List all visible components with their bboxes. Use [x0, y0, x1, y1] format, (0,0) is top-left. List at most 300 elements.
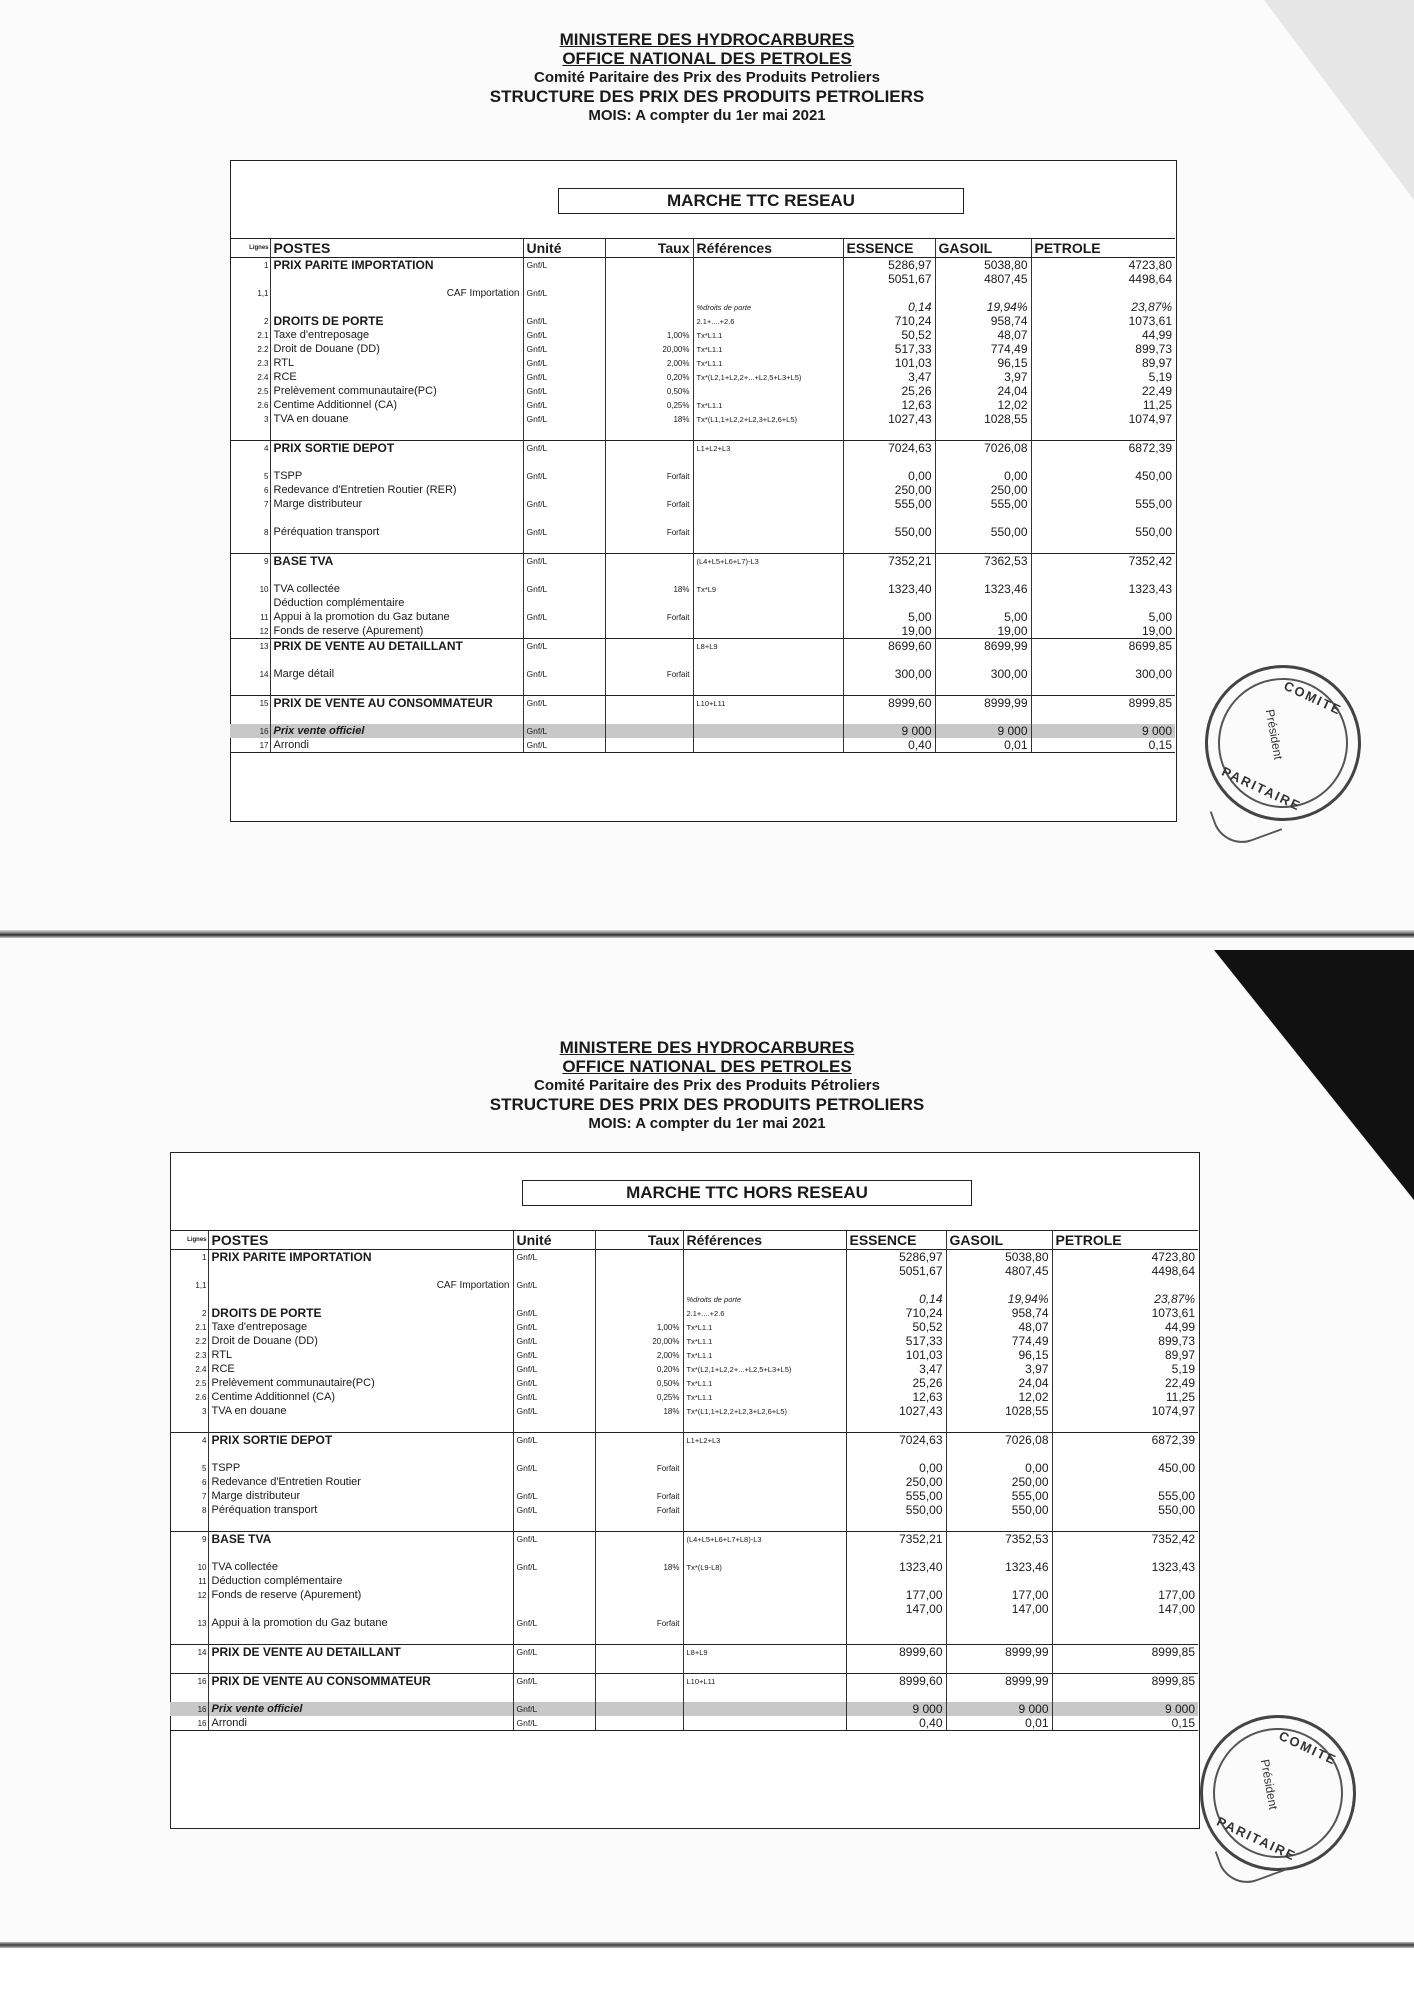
petrole-value: 555,00	[1031, 497, 1175, 511]
table-row	[170, 1588, 1198, 1602]
column-header-unit: Unité	[523, 239, 605, 258]
table-row	[230, 384, 1175, 398]
petrole-value: 147,00	[1052, 1602, 1198, 1616]
rate-cell	[605, 554, 693, 569]
petrole-value: 8699,85	[1031, 639, 1175, 654]
unit-cell: Gnf/L	[523, 286, 605, 300]
line-number: 2.1	[257, 330, 269, 340]
gasoil-value: 7362,53	[935, 554, 1031, 569]
item-label: PRIX DE VENTE AU DETAILLANT	[270, 639, 523, 654]
essence-value	[846, 1546, 946, 1560]
petrole-value	[1052, 1688, 1198, 1702]
reference-cell: L10+L11	[683, 1674, 846, 1689]
essence-value: 5,00	[843, 610, 935, 624]
reference-cell	[683, 1461, 846, 1475]
table-row	[170, 1630, 1198, 1645]
reference-cell	[693, 426, 843, 441]
gasoil-value: 9 000	[946, 1702, 1052, 1716]
unit-cell	[523, 511, 605, 525]
essence-value: 50,52	[846, 1320, 946, 1334]
table-row	[170, 1574, 1198, 1588]
rate-cell: Forfait	[605, 525, 693, 539]
table-row	[170, 1616, 1198, 1630]
reference-cell	[683, 1630, 846, 1645]
reference-cell	[683, 1517, 846, 1532]
rate-cell	[595, 1702, 683, 1716]
essence-value: 0,14	[846, 1292, 946, 1306]
reference-cell: %droits de porte	[683, 1292, 846, 1306]
unit-cell: Gnf/L	[523, 610, 605, 624]
reference-cell: Tx*L1.1	[693, 356, 843, 370]
table-row	[230, 286, 1175, 300]
table-row	[170, 1602, 1198, 1616]
reference-cell: Tx*L1.1	[683, 1334, 846, 1348]
line-number	[230, 539, 270, 554]
table-row	[230, 300, 1175, 314]
rate-cell: 0,50%	[605, 384, 693, 398]
gasoil-value: 12,02	[946, 1390, 1052, 1404]
rate-cell: 2,00%	[595, 1348, 683, 1362]
line-number	[230, 681, 270, 696]
essence-value	[843, 455, 935, 469]
rate-cell: 0,25%	[605, 398, 693, 412]
line-number: 12	[259, 626, 269, 636]
essence-value	[843, 286, 935, 300]
table-row	[170, 1278, 1198, 1292]
line-number	[230, 710, 270, 724]
table-row	[170, 1292, 1198, 1306]
reference-cell	[683, 1250, 846, 1265]
reference-cell	[683, 1264, 846, 1278]
reference-cell: Tx*L1.1	[693, 328, 843, 342]
table-row	[230, 738, 1175, 753]
unit-cell: Gnf/L	[523, 342, 605, 356]
gasoil-value	[946, 1517, 1052, 1532]
column-header-petrole: PETROLE	[1052, 1231, 1198, 1250]
petrole-value: 23,87%	[1031, 300, 1175, 314]
essence-value: 555,00	[843, 497, 935, 511]
item-label: Redevance d'Entretien Routier (RER)	[270, 483, 523, 497]
petrole-value: 4498,64	[1031, 272, 1175, 286]
gasoil-value	[946, 1418, 1052, 1433]
item-label: TVA collectée	[270, 582, 523, 596]
essence-value: 50,52	[843, 328, 935, 342]
line-number: 2.3	[195, 1350, 207, 1360]
committee-title: Comité Paritaire des Prix des Produits Pétroliers	[534, 1077, 880, 1094]
unit-cell: Gnf/L	[523, 724, 605, 738]
essence-value	[843, 539, 935, 554]
item-label	[208, 1292, 513, 1306]
petrole-value: 9 000	[1052, 1702, 1198, 1716]
table-row	[170, 1447, 1198, 1461]
rate-cell	[595, 1532, 683, 1547]
scan-fold-line	[0, 930, 1414, 938]
essence-value	[846, 1517, 946, 1532]
petrole-value	[1031, 596, 1175, 610]
unit-cell	[513, 1447, 595, 1461]
structure-title: STRUCTURE DES PRIX DES PRODUITS PETROLIERS	[489, 87, 925, 106]
unit-cell: Gnf/L	[523, 384, 605, 398]
table-row	[170, 1390, 1198, 1404]
reference-cell	[693, 525, 843, 539]
table-row	[230, 582, 1175, 596]
petrole-value	[1052, 1630, 1198, 1645]
rate-cell	[595, 1659, 683, 1674]
table-row	[170, 1362, 1198, 1376]
gasoil-value: 555,00	[935, 497, 1031, 511]
gasoil-value: 5038,80	[946, 1250, 1052, 1265]
item-label: PRIX DE VENTE AU CONSOMMATEUR	[270, 696, 523, 711]
petrole-value: 89,97	[1031, 356, 1175, 370]
essence-value: 5286,97	[846, 1250, 946, 1265]
reference-cell: (L4+L5+L6+L7)-L3	[693, 554, 843, 569]
unit-cell	[523, 596, 605, 610]
item-label	[270, 511, 523, 525]
petrole-value: 5,19	[1052, 1362, 1198, 1376]
rate-cell	[605, 624, 693, 639]
petrole-value	[1031, 539, 1175, 554]
petrole-value: 6872,39	[1031, 441, 1175, 456]
petrole-value: 23,87%	[1052, 1292, 1198, 1306]
unit-cell: Gnf/L	[513, 1390, 595, 1404]
reference-cell: Tx*L1.1	[683, 1320, 846, 1334]
reference-cell	[683, 1659, 846, 1674]
petrole-value: 0,15	[1052, 1716, 1198, 1731]
petrole-value	[1052, 1447, 1198, 1461]
table-row	[230, 426, 1175, 441]
essence-value: 0,00	[846, 1461, 946, 1475]
price-structure-table	[170, 1230, 1198, 1731]
rate-cell: 0,20%	[595, 1362, 683, 1376]
ministry-title: MINISTERE DES HYDROCARBURES	[559, 30, 855, 49]
reference-cell	[693, 724, 843, 738]
rate-cell	[605, 639, 693, 654]
item-label: PRIX DE VENTE AU DETAILLANT	[208, 1645, 513, 1660]
reference-cell: L1+L2+L3	[683, 1433, 846, 1448]
table-row	[170, 1546, 1198, 1560]
petrole-value: 4723,80	[1031, 258, 1175, 273]
rate-cell: 0,20%	[605, 370, 693, 384]
item-label: Péréquation transport	[208, 1503, 513, 1517]
signature	[1210, 791, 1283, 852]
rate-cell	[595, 1546, 683, 1560]
unit-cell	[513, 1659, 595, 1674]
table-row	[230, 328, 1175, 342]
scanned-page-top	[0, 0, 1414, 960]
item-label	[270, 272, 523, 286]
gasoil-value: 24,04	[935, 384, 1031, 398]
item-label: BASE TVA	[208, 1532, 513, 1547]
reference-cell	[693, 258, 843, 273]
unit-cell	[523, 710, 605, 724]
essence-value: 8999,60	[846, 1645, 946, 1660]
essence-value: 517,33	[843, 342, 935, 356]
petrole-value: 5,00	[1031, 610, 1175, 624]
essence-value	[846, 1688, 946, 1702]
reference-cell: L8+L9	[693, 639, 843, 654]
reference-cell	[683, 1588, 846, 1602]
rate-cell	[605, 738, 693, 753]
unit-cell: Gnf/L	[513, 1433, 595, 1448]
essence-value: 1027,43	[846, 1404, 946, 1418]
line-number: 17	[230, 738, 270, 753]
item-label: Arrondi	[208, 1716, 513, 1731]
gasoil-value	[935, 455, 1031, 469]
rate-cell	[605, 696, 693, 711]
structure-title: STRUCTURE DES PRIX DES PRODUITS PETROLIERS	[489, 1095, 925, 1114]
reference-cell	[683, 1503, 846, 1517]
rate-cell	[595, 1475, 683, 1489]
petrole-value	[1052, 1418, 1198, 1433]
essence-value: 5051,67	[846, 1264, 946, 1278]
line-number	[170, 1659, 208, 1674]
reference-cell	[693, 384, 843, 398]
gasoil-value: 958,74	[946, 1306, 1052, 1320]
table-row	[170, 1461, 1198, 1475]
petrole-value: 8999,85	[1052, 1674, 1198, 1689]
line-number: 5	[264, 471, 269, 481]
unit-cell	[513, 1688, 595, 1702]
line-number: 13	[230, 639, 270, 654]
rate-cell: 20,00%	[595, 1334, 683, 1348]
line-number: 1	[202, 1252, 207, 1262]
table-row	[230, 696, 1175, 711]
essence-value: 12,63	[846, 1390, 946, 1404]
line-number	[170, 1688, 208, 1702]
line-number	[170, 1418, 208, 1433]
line-number	[230, 653, 270, 667]
petrole-value	[1031, 426, 1175, 441]
item-label: Déduction complémentaire	[270, 596, 523, 610]
rate-cell	[595, 1588, 683, 1602]
item-label: Prix vente officiel	[270, 724, 523, 738]
reference-cell: Tx*L9	[693, 582, 843, 596]
essence-value: 7024,63	[846, 1433, 946, 1448]
unit-cell: Gnf/L	[523, 370, 605, 384]
line-number	[230, 596, 270, 610]
item-label: PRIX SORTIE DEPOT	[208, 1433, 513, 1448]
essence-value: 1323,40	[846, 1560, 946, 1574]
line-number	[230, 455, 270, 469]
gasoil-value: 48,07	[946, 1320, 1052, 1334]
rate-cell: Forfait	[605, 610, 693, 624]
petrole-value: 1073,61	[1031, 314, 1175, 328]
line-number	[170, 1292, 208, 1306]
unit-cell	[513, 1264, 595, 1278]
unit-cell	[523, 681, 605, 696]
rate-cell	[595, 1517, 683, 1532]
line-number: 9	[170, 1532, 208, 1547]
gasoil-value: 8699,99	[935, 639, 1031, 654]
column-header-refs: Références	[693, 239, 843, 258]
unit-cell	[513, 1292, 595, 1306]
reference-cell: 2.1+....+2.6	[683, 1306, 846, 1320]
gasoil-value	[935, 568, 1031, 582]
reference-cell	[693, 596, 843, 610]
reference-cell	[683, 1574, 846, 1588]
item-label: Centime Additionnel (CA)	[270, 398, 523, 412]
line-number: 8	[202, 1505, 207, 1515]
item-label: Fonds de reserve (Apurement)	[270, 624, 523, 639]
gasoil-value	[946, 1659, 1052, 1674]
table-header-row	[230, 239, 1175, 258]
essence-value: 250,00	[843, 483, 935, 497]
line-number: 2.6	[257, 400, 269, 410]
petrole-value: 1323,43	[1031, 582, 1175, 596]
petrole-value: 22,49	[1052, 1376, 1198, 1390]
rate-cell	[605, 272, 693, 286]
petrole-value	[1031, 455, 1175, 469]
item-label: Fonds de reserve (Apurement)	[208, 1588, 513, 1602]
unit-cell	[523, 624, 605, 639]
unit-cell: Gnf/L	[523, 469, 605, 483]
table-row	[230, 370, 1175, 384]
document-header	[0, 30, 1414, 125]
gasoil-value: 1028,55	[935, 412, 1031, 426]
reference-cell	[693, 624, 843, 639]
table-row	[230, 653, 1175, 667]
rate-cell: Forfait	[595, 1503, 683, 1517]
reference-cell	[693, 568, 843, 582]
item-label: BASE TVA	[270, 554, 523, 569]
unit-cell: Gnf/L	[513, 1616, 595, 1630]
gasoil-value: 7026,08	[935, 441, 1031, 456]
line-number: 2.5	[257, 386, 269, 396]
table-row	[230, 539, 1175, 554]
line-number: 4	[230, 441, 270, 456]
gasoil-value: 7026,08	[946, 1433, 1052, 1448]
petrole-value: 89,97	[1052, 1348, 1198, 1362]
stamp-text-bottom: PARITAIRE	[1219, 763, 1304, 814]
item-label: PRIX DE VENTE AU CONSOMMATEUR	[208, 1674, 513, 1689]
line-number: 7	[264, 499, 269, 509]
line-number: 1	[264, 260, 269, 270]
essence-value: 0,00	[843, 469, 935, 483]
petrole-value: 44,99	[1031, 328, 1175, 342]
essence-value	[843, 710, 935, 724]
market-title: MARCHE TTC RESEAU	[558, 188, 964, 214]
gasoil-value: 8999,99	[946, 1645, 1052, 1660]
stamp-text-bottom: PARITAIRE	[1214, 1813, 1299, 1864]
item-label	[270, 539, 523, 554]
unit-cell: Gnf/L	[513, 1645, 595, 1660]
petrole-value: 450,00	[1052, 1461, 1198, 1475]
item-label: TSPP	[270, 469, 523, 483]
essence-value: 0,40	[843, 738, 935, 753]
column-header-essence: ESSENCE	[843, 239, 935, 258]
item-label: Taxe d'entreposage	[208, 1320, 513, 1334]
line-number: 6	[264, 485, 269, 495]
office-title: OFFICE NATIONAL DES PETROLES	[562, 49, 852, 68]
line-number	[170, 1264, 208, 1278]
petrole-value: 450,00	[1031, 469, 1175, 483]
unit-cell	[523, 568, 605, 582]
unit-cell: Gnf/L	[523, 441, 605, 456]
essence-value: 1323,40	[843, 582, 935, 596]
reference-cell	[693, 483, 843, 497]
reference-cell	[693, 497, 843, 511]
unit-cell: Gnf/L	[523, 738, 605, 753]
table-row	[230, 483, 1175, 497]
table-row	[170, 1489, 1198, 1503]
reference-cell	[693, 681, 843, 696]
reference-cell: 2.1+....+2.6	[693, 314, 843, 328]
rate-cell	[595, 1306, 683, 1320]
reference-cell	[683, 1702, 846, 1716]
item-label: RCE	[270, 370, 523, 384]
line-number: 11	[260, 612, 269, 622]
gasoil-value: 177,00	[946, 1588, 1052, 1602]
essence-value: 550,00	[846, 1503, 946, 1517]
line-number: 7	[202, 1491, 207, 1501]
line-number: 2.4	[195, 1364, 207, 1374]
gasoil-value	[935, 539, 1031, 554]
rate-cell	[605, 724, 693, 738]
essence-value	[843, 596, 935, 610]
table-row	[230, 724, 1175, 738]
column-header-postes: POSTES	[270, 239, 523, 258]
rate-cell	[595, 1645, 683, 1660]
unit-cell: Gnf/L	[523, 554, 605, 569]
rate-cell	[595, 1418, 683, 1433]
essence-value: 555,00	[846, 1489, 946, 1503]
gasoil-value: 550,00	[946, 1503, 1052, 1517]
gasoil-value	[946, 1688, 1052, 1702]
unit-cell: Gnf/L	[513, 1560, 595, 1574]
gasoil-value: 0,01	[946, 1716, 1052, 1731]
gasoil-value: 12,02	[935, 398, 1031, 412]
gasoil-value: 5,00	[935, 610, 1031, 624]
column-header-refs: Références	[683, 1231, 846, 1250]
reference-cell: Tx*L1.1	[683, 1348, 846, 1362]
reference-cell	[683, 1602, 846, 1616]
gasoil-value: 147,00	[946, 1602, 1052, 1616]
item-label: CAF Importation	[270, 286, 523, 300]
petrole-value	[1052, 1278, 1198, 1292]
rate-cell: 20,00%	[605, 342, 693, 356]
table-row	[230, 342, 1175, 356]
reference-cell: L8+L9	[683, 1645, 846, 1660]
document-header	[0, 1038, 1414, 1133]
reference-cell	[683, 1475, 846, 1489]
petrole-value	[1052, 1475, 1198, 1489]
petrole-value	[1052, 1546, 1198, 1560]
table-row	[230, 356, 1175, 370]
gasoil-value	[935, 653, 1031, 667]
petrole-value	[1052, 1517, 1198, 1532]
essence-value	[843, 681, 935, 696]
gasoil-value: 19,00	[935, 624, 1031, 639]
essence-value: 101,03	[843, 356, 935, 370]
petrole-value	[1031, 568, 1175, 582]
table-row	[230, 554, 1175, 569]
table-row	[170, 1348, 1198, 1362]
item-label: Prix vente officiel	[208, 1702, 513, 1716]
committee-title: Comité Paritaire des Prix des Produits Petroliers	[534, 69, 880, 86]
reference-cell: Tx*(L1,1+L2,2+L2,3+L2,6+L5)	[693, 412, 843, 426]
unit-cell	[523, 272, 605, 286]
line-number: 14	[259, 669, 269, 679]
unit-cell: Gnf/L	[523, 497, 605, 511]
line-number: 6	[202, 1477, 207, 1487]
rate-cell	[605, 539, 693, 554]
petrole-value: 555,00	[1052, 1489, 1198, 1503]
rate-cell	[605, 511, 693, 525]
item-label	[208, 1447, 513, 1461]
unit-cell	[523, 426, 605, 441]
petrole-value: 19,00	[1031, 624, 1175, 639]
essence-value	[846, 1630, 946, 1645]
